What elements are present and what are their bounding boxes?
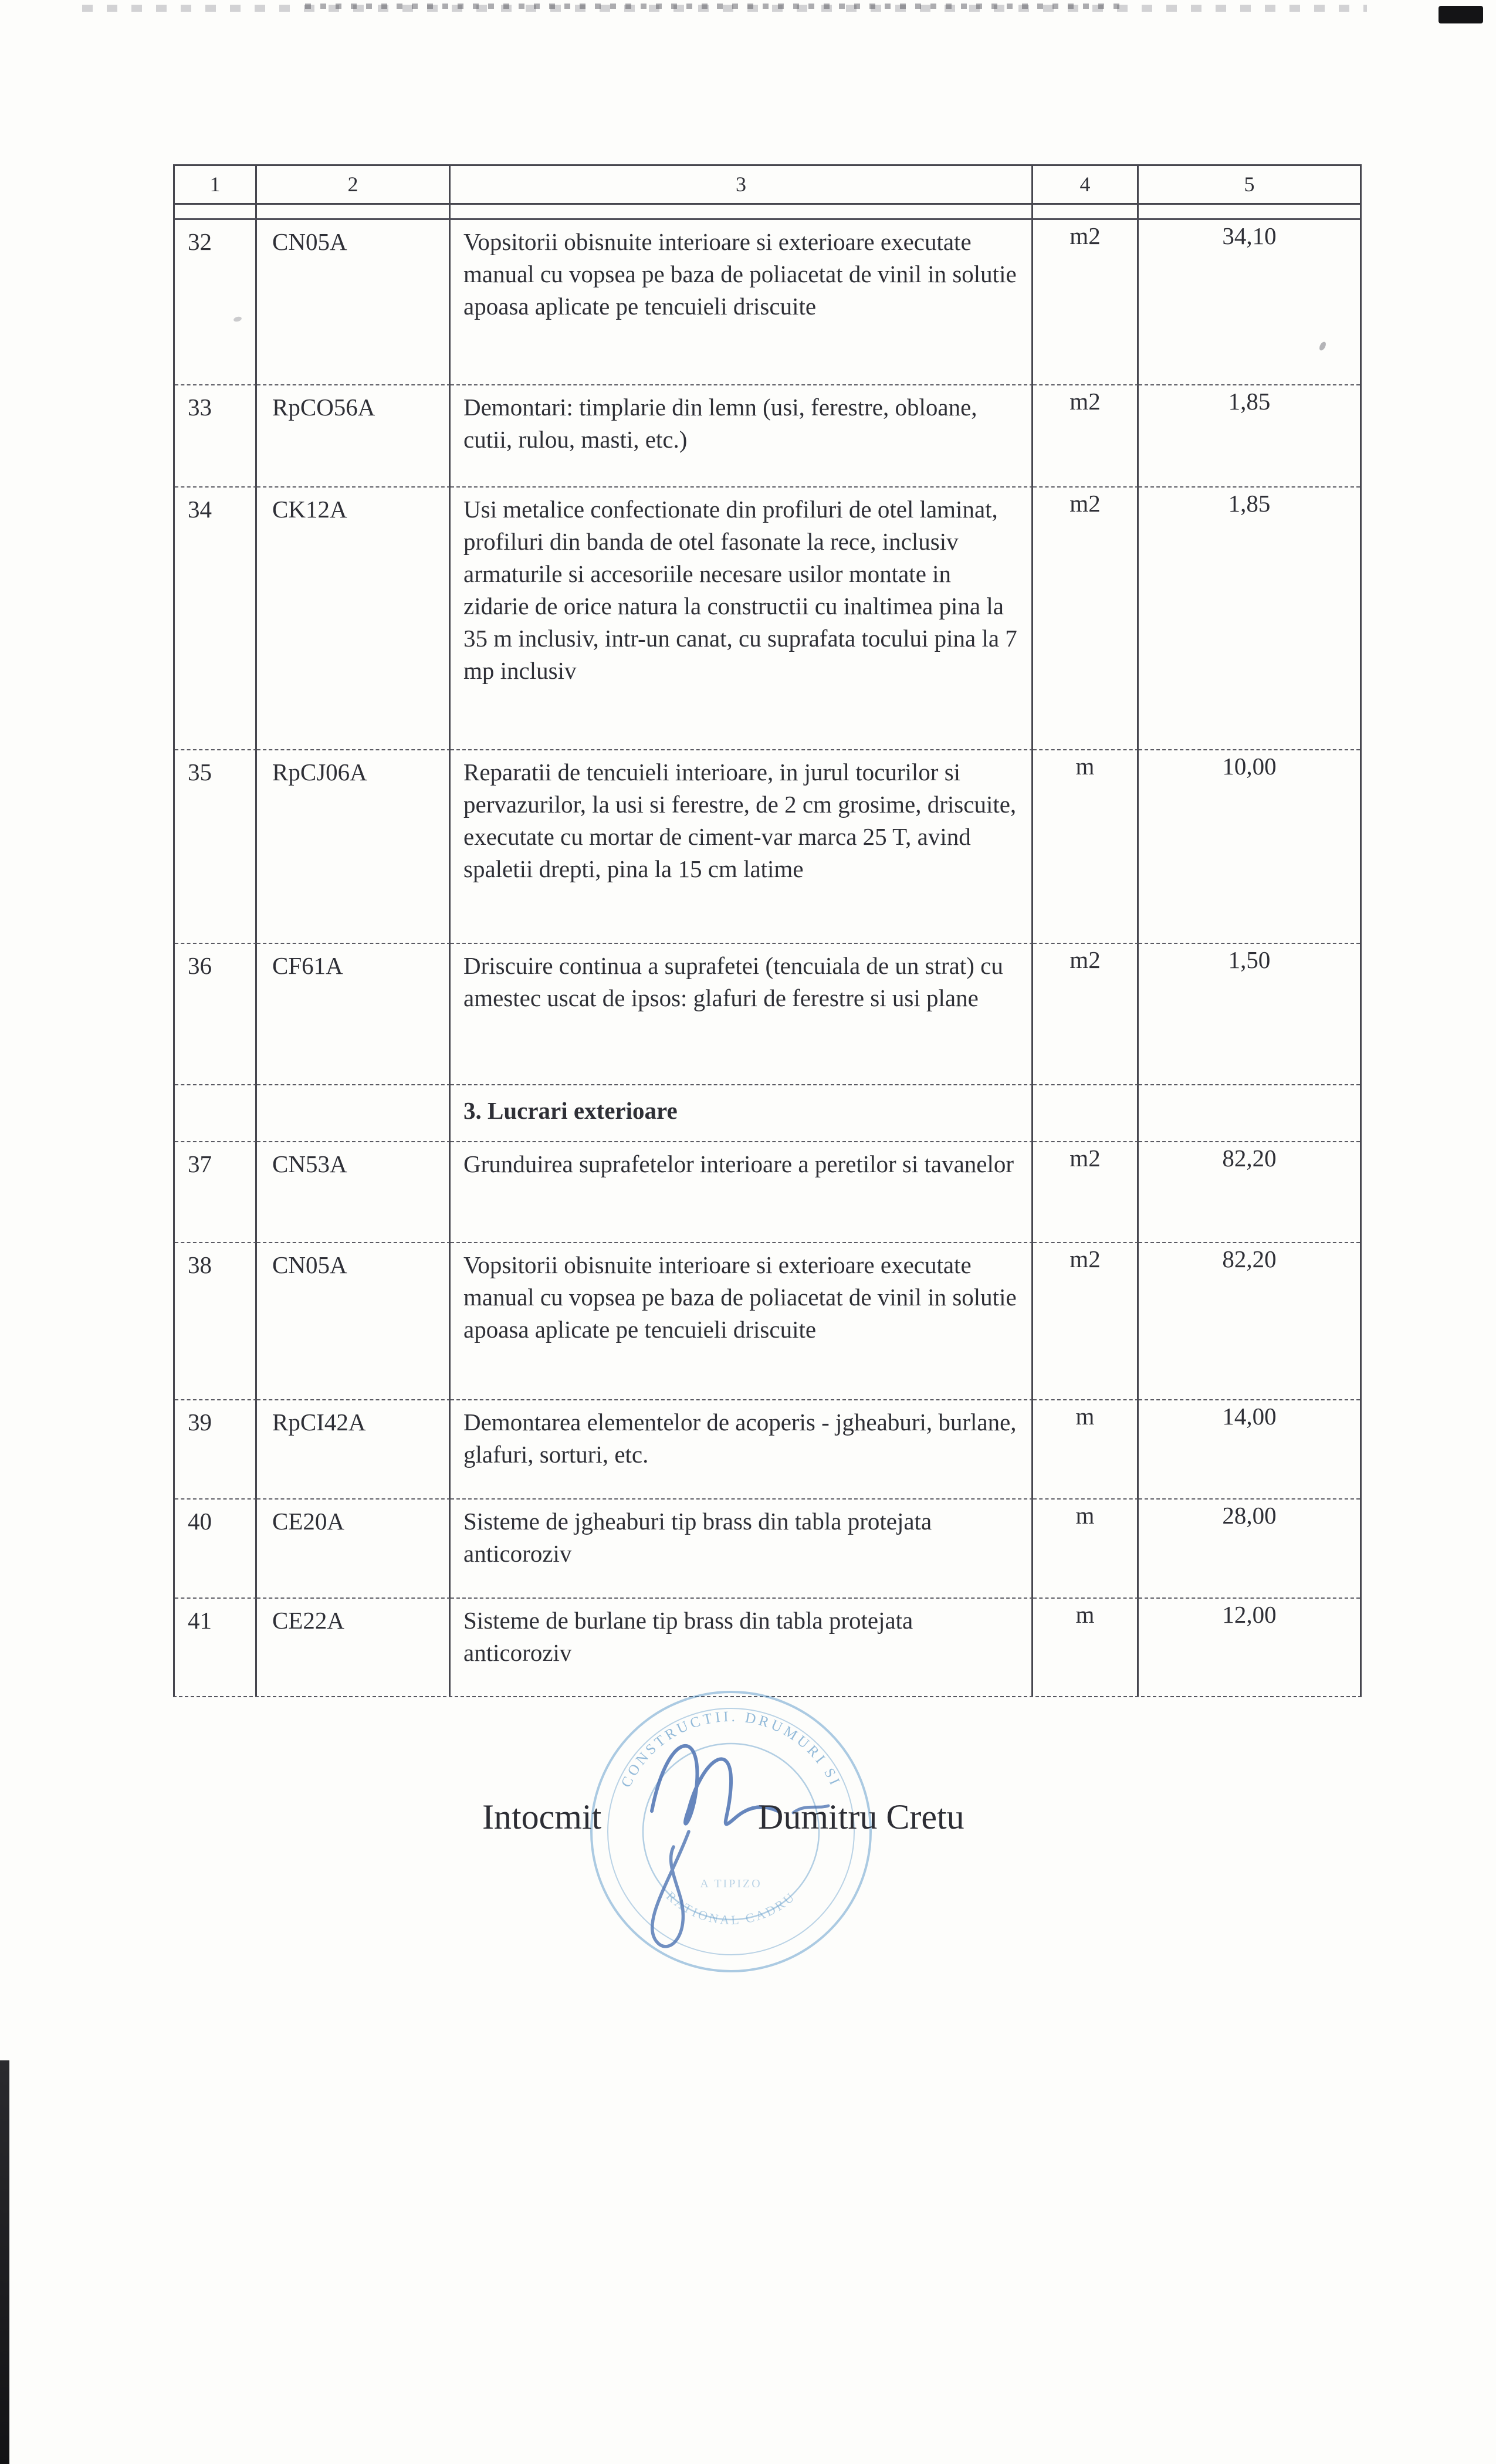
- cell-code: CF61A: [257, 944, 451, 1085]
- table-section-row: [175, 1085, 1360, 1142]
- cell-code: CE20A: [257, 1500, 451, 1599]
- stamp-text-bottom: RATIONAL CADRU: [663, 1888, 799, 1928]
- prepared-by-label: Intocmit: [482, 1798, 602, 1836]
- cell-quantity: 1,85: [1139, 488, 1360, 750]
- cell-quantity: 82,20: [1139, 1142, 1360, 1243]
- cell-quantity: 28,00: [1139, 1500, 1360, 1599]
- table-row: [175, 1500, 1360, 1599]
- estimate-table: [173, 164, 1362, 1697]
- cell-code: RpCO56A: [257, 385, 451, 488]
- cell-quantity: 12,00: [1222, 1601, 1277, 1628]
- cell-no: 40: [175, 1500, 257, 1599]
- cell-no: 33: [175, 385, 257, 488]
- cell-unit: [1033, 1085, 1139, 1142]
- stamp-text-inner: A TIPIZO: [700, 1877, 762, 1890]
- cell-description: Usi metalice confectionate din profiluri de otel laminat, profiluri din banda de otel fasonate la rece, inclusiv armaturile si accesoriile necesare usilor montate in zidarie de orice natura la constructii cu inaltimea pina la 35 m inclusiv, intr-un canat, cu suprafata tocului pina la 7 mp inclusiv: [451, 488, 1033, 750]
- prepared-by-name: Dumitru Cretu: [758, 1798, 964, 1836]
- table-row: [175, 1599, 1360, 1696]
- cell-description: Vopsitorii obisnuite interioare si exterioare executate manual cu vopsea pe baza de poliacetat de vinil in solutie apoasa aplicate pe tencuieli driscuite: [451, 1243, 1033, 1400]
- cell-unit: m: [1033, 1400, 1139, 1500]
- column-header: 2: [257, 166, 451, 205]
- table-row: [175, 1243, 1360, 1400]
- cell-unit: m2: [1033, 220, 1139, 385]
- cell-code: CE22A: [257, 1599, 451, 1696]
- cell-quantity: 34,10: [1139, 220, 1360, 385]
- cell-description: Demontarea elementelor de acoperis - jgheaburi, burlane, glafuri, sorturi, etc.: [451, 1400, 1033, 1500]
- cell-no: [175, 1085, 257, 1142]
- cell-unit: m2: [1033, 385, 1139, 488]
- cell-unit: m: [1033, 750, 1139, 944]
- cell-code: CK12A: [257, 488, 451, 750]
- cell-description: Driscuire continua a suprafetei (tencuiala de un strat) cu amestec uscat de ipsos: glafuri de ferestre si usi plane: [451, 944, 1033, 1085]
- scan-artifact-left-bar: [0, 2060, 9, 2464]
- table-row: [175, 1142, 1360, 1243]
- cell-quantity: [1139, 1085, 1360, 1142]
- cell-no: 41: [175, 1599, 257, 1696]
- cell-description: Demontari: timplarie din lemn (usi, ferestre, obloane, cutii, rulou, masti, etc.): [451, 385, 1033, 488]
- cell-no: 37: [175, 1142, 257, 1243]
- cell-description: Sisteme de jgheaburi tip brass din tabla protejata anticoroziv: [451, 1500, 1033, 1599]
- column-header: 4: [1033, 166, 1139, 205]
- cell-code: RpCJ06A: [257, 750, 451, 944]
- table-row: [175, 220, 1360, 385]
- cell-unit: m: [1033, 1599, 1139, 1696]
- table-row: [175, 385, 1360, 488]
- section-title: 3. Lucrari exterioare: [451, 1085, 1033, 1142]
- cell-description: Grunduirea suprafetelor interioare a peretilor si tavanelor: [451, 1142, 1033, 1243]
- table-row: [175, 944, 1360, 1085]
- cell-unit: m: [1033, 1500, 1139, 1599]
- cell-quantity: 14,00: [1139, 1400, 1360, 1500]
- cell-quantity: 1,50: [1139, 944, 1360, 1085]
- table-row: [175, 750, 1360, 944]
- cell-quantity: 1,85: [1139, 385, 1360, 488]
- cell-unit: m2: [1033, 1142, 1139, 1243]
- cell-no: 39: [175, 1400, 257, 1500]
- cell-code: CN05A: [257, 220, 451, 385]
- signature-stroke-flourish: [652, 1832, 689, 1947]
- cell-no: 38: [175, 1243, 257, 1400]
- column-header: 5: [1139, 166, 1360, 205]
- cell-description: Vopsitorii obisnuite interioare si exterioare executate manual cu vopsea pe baza de poliacetat de vinil in solutie apoasa aplicate pe tencuieli driscuite: [451, 220, 1033, 385]
- cell-no: 34: [175, 488, 257, 750]
- cell-quantity: 10,00: [1139, 750, 1360, 944]
- cell-code: CN53A: [257, 1142, 451, 1243]
- cell-description: Reparatii de tencuieli interioare, in jurul tocurilor si pervazurilor, la usi si ferestre, de 2 cm grosime, driscuite, executate cu mortar de ciment-var marca 25 T, avind spaletii drepti, pina la 15 cm latime: [451, 750, 1033, 944]
- cell-code: RpCI42A: [257, 1400, 451, 1500]
- scan-artifact-corner: [1439, 6, 1483, 23]
- column-header: 1: [175, 166, 257, 205]
- cell-code: CN05A: [257, 1243, 451, 1400]
- cell-description: Sisteme de burlane tip brass din tabla protejata anticoroziv: [451, 1599, 1033, 1696]
- round-stamp: [584, 1685, 878, 1990]
- cell-unit: m2: [1033, 1243, 1139, 1400]
- scan-noise-top-dark: [305, 4, 1126, 9]
- table-row: [175, 1400, 1360, 1500]
- cell-no: 35: [175, 750, 257, 944]
- cell-quantity: 82,20: [1139, 1243, 1360, 1400]
- cell-no: 36: [175, 944, 257, 1085]
- cell-code: [257, 1085, 451, 1142]
- cell-no: 32: [175, 220, 257, 385]
- table-spacer-row: [175, 205, 1360, 220]
- table-row: [175, 488, 1360, 750]
- stamp-text-top: CONSTRUCTII. DRUMURI SI: [618, 1708, 844, 1791]
- table-header-row: [175, 166, 1360, 205]
- cell-unit: m2: [1033, 488, 1139, 750]
- column-header: 3: [451, 166, 1033, 205]
- cell-unit: m2: [1033, 944, 1139, 1085]
